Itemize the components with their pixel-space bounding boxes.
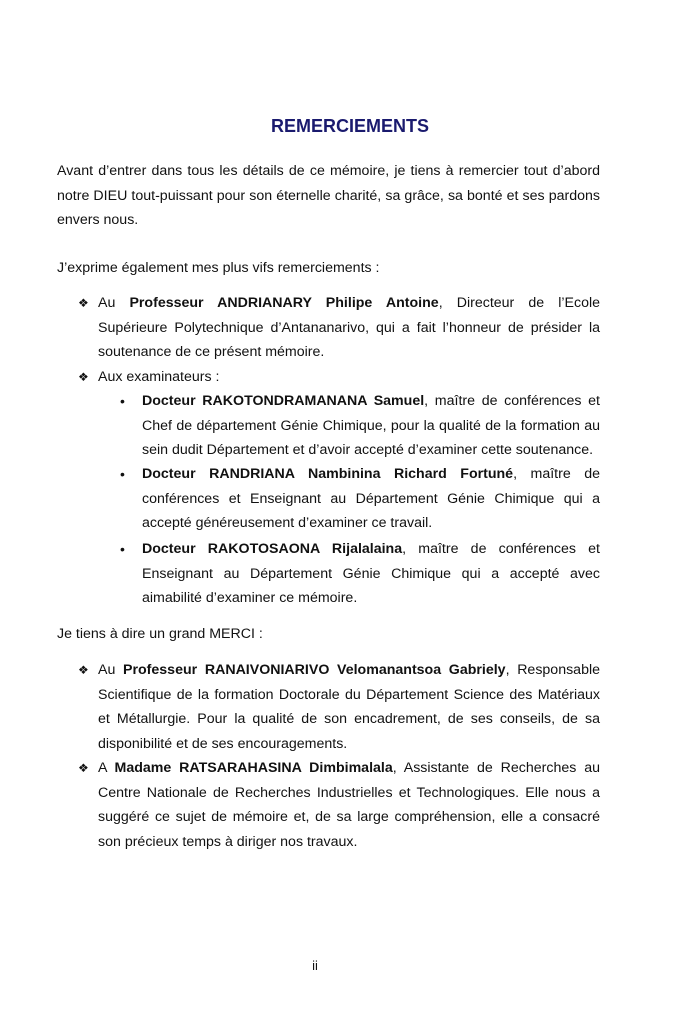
item-name: Professeur ANDRIANARY Philipe Antoine [129,295,439,311]
item-name: Professeur RANAIVONIARIVO Velomanantsoa Gabriely [123,662,506,678]
examiner-name: Docteur RAKOTOSAONA Rijalalaina [142,541,403,557]
examiner-item [120,462,600,536]
examiner-text: , maître de conférences et Enseignant au Département Génie Chimique qui a accepté généreusement d’examiner ce travail. [142,466,600,531]
item-prefix: Au [98,662,124,678]
examiner-text: , maître de conférences et Chef de département Génie Chimique, pour la qualité de la formation au sein dudit Département et d’avoir accepté d’examiner cette soutenance. [142,393,600,458]
examiner-text: , maître de conférences et Enseignant au Département Génie Chimique qui a accepté avec aimabilité d’examiner ce mémoire. [142,541,600,606]
examiner-name: Docteur RAKOTONDRAMANANA Samuel [142,393,425,409]
item-text: , Directeur de l’Ecole Supérieure Polytechnique d’Antananarivo, qui a fait l’honneur de présider la soutenance de ce présent mémoire. [98,295,601,360]
lead-paragraph-2: Je tiens à dire un grand MERCI : [57,626,263,642]
item-prefix: A [98,760,115,776]
examiner-item [120,389,600,463]
intro-paragraph: Avant d’entrer dans tous les détails de ce mémoire, je tiens à remercier tout d’abord notre DIEU tout-puissant pour son éternelle charité, sa grâce, sa bonté et ses pardons envers nous. [57,163,600,228]
list-item-president [78,291,601,365]
item-text: , Responsable Scientifique de la formation Doctorale du Département Science des Matériaux et Métallurgie. Pour la qualité de son encadrement, de ses conseils, de sa disponibilité et de ses encouragements. [98,662,601,752]
diamond-bullet-icon: ❖ [78,663,89,677]
examiner-name: Docteur RANDRIANA Nambinina Richard Fortuné [142,466,514,482]
page-number: ii [312,958,318,973]
item-name: Madame RATSARAHASINA Dimbimalala [114,760,393,776]
examiners-label: Aux examinateurs : [98,369,220,385]
bullet-dot-icon: • [120,393,125,409]
list-item-supervisor [78,658,601,756]
item-prefix: Au [98,295,130,311]
bullet-dot-icon: • [120,466,125,482]
list-item-examiners [78,365,600,390]
item-text: , Assistante de Recherches au Centre Nationale de Recherches Industrielles et Technologiques. Elle nous a suggéré ce sujet de mémoire et, de sa large compréhension, elle a consacré son précieux temps à diriger nos travaux. [98,760,600,850]
lead-paragraph-1: J’exprime également mes plus vifs remerciements : [57,260,380,276]
examiner-item [120,537,600,611]
diamond-bullet-icon: ❖ [78,296,89,310]
page-title: REMERCIEMENTS [270,116,429,136]
bullet-dot-icon: • [120,541,125,557]
diamond-bullet-icon: ❖ [78,761,89,775]
diamond-bullet-icon: ❖ [78,370,89,384]
list-item-assistant [78,756,600,854]
